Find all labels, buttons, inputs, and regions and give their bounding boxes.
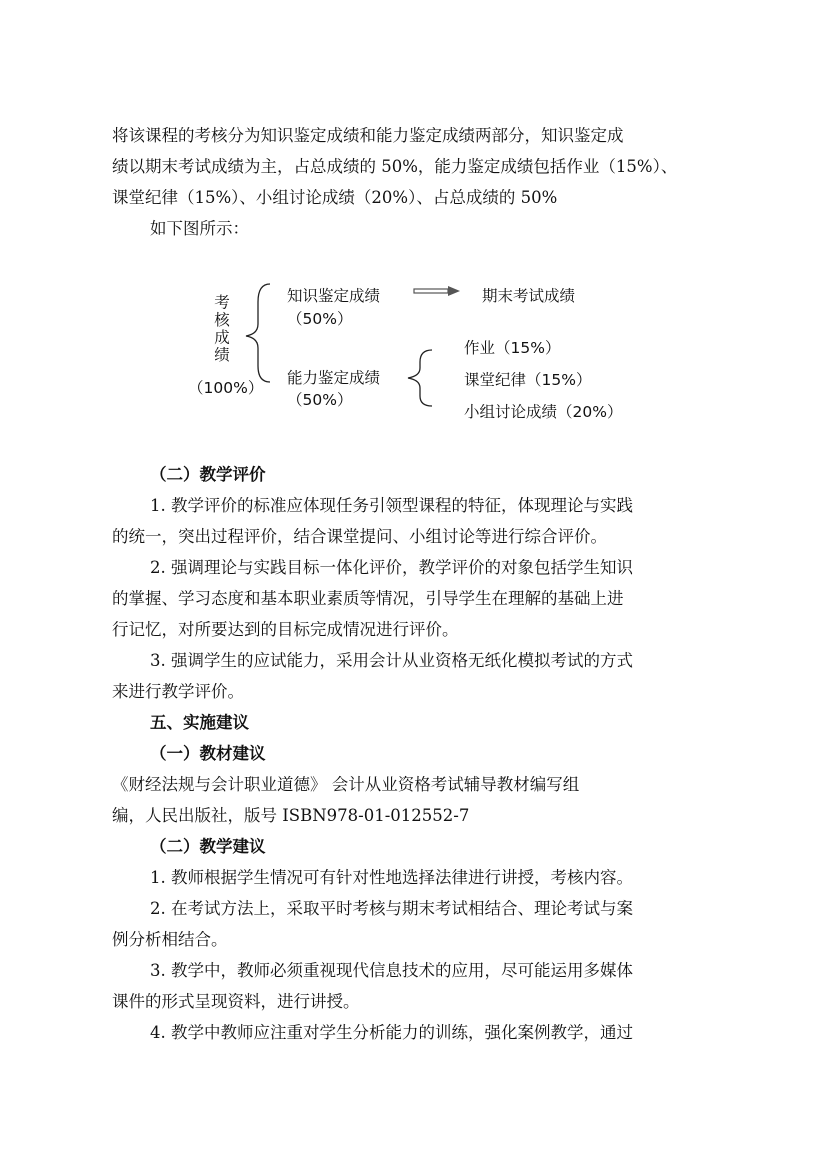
teach-item3-line1: 3. 教学中，教师必须重视现代信息技术的应用，尽可能运用多媒体 xyxy=(150,961,633,980)
sub-brace xyxy=(408,350,432,406)
teach-item3-line2: 课件的形式呈现资料，进行讲授。 xyxy=(112,992,360,1011)
intro-line-1: 将该课程的考核分为知识鉴定成绩和能力鉴定成绩两部分，知识鉴定成 xyxy=(112,126,624,145)
teach-item1-line1: 1. 教师根据学生情况可有针对性地选择法律进行讲授，考核内容。 xyxy=(150,868,633,887)
arrow-icon xyxy=(414,286,460,296)
discipline-label: 课堂纪律（15%） xyxy=(464,371,592,389)
section-five-heading: 五、实施建议 xyxy=(150,713,249,732)
teaching-heading: （二）教学建议 xyxy=(150,837,266,856)
knowledge-label: 知识鉴定成绩 xyxy=(287,287,381,305)
figure-intro: 如下图所示： xyxy=(150,219,249,238)
intro-line-3: 课堂纪律（15%）、小组讨论成绩（20%）、占总成绩的 50% xyxy=(112,188,558,207)
eval-item2-line1: 2. 强调理论与实践目标一体化评价，教学评价的对象包括学生知识 xyxy=(150,558,633,577)
intro-line-2: 绩以期末考试成绩为主，占总成绩的 50%，能力鉴定成绩包括作业（15%）、 xyxy=(112,157,678,176)
eval-heading: （二）教学评价 xyxy=(150,465,266,484)
assessment-diagram xyxy=(150,262,670,442)
main-brace xyxy=(246,284,270,382)
group-label: 小组讨论成绩（20%） xyxy=(464,403,623,421)
ability-pct: （50%） xyxy=(287,391,353,409)
eval-item3-line2: 来进行教学评价。 xyxy=(112,682,244,701)
eval-item1-line1: 1. 教学评价的标准应体现任务引领型课程的特征，体现理论与实践 xyxy=(150,496,633,515)
textbook-line1: 《财经法规与会计职业道德》 会计从业资格考试辅导教材编写组 xyxy=(112,775,580,794)
final-exam-label: 期末考试成绩 xyxy=(482,287,576,305)
root-label: 考核成绩 xyxy=(212,294,230,364)
root-pct: （100%） xyxy=(188,379,264,397)
homework-label: 作业（15%） xyxy=(464,339,561,357)
knowledge-pct: （50%） xyxy=(287,310,353,328)
ability-label: 能力鉴定成绩 xyxy=(287,369,381,387)
teach-item2-line1: 2. 在考试方法上，采取平时考核与期末考试相结合、理论考试与案 xyxy=(150,899,633,918)
teach-item4-line1: 4. 教学中教师应注重对学生分析能力的训练，强化案例教学，通过 xyxy=(150,1023,633,1042)
eval-item2-line3: 行记忆，对所要达到的目标完成情况进行评价。 xyxy=(112,620,459,639)
textbook-line2: 编，人民出版社，版号 ISBN978-01-012552-7 xyxy=(112,806,470,825)
textbook-heading: （一）教材建议 xyxy=(150,744,266,763)
eval-item1-line2: 的统一，突出过程评价，结合课堂提问、小组讨论等进行综合评价。 xyxy=(112,527,607,546)
eval-item3-line1: 3. 强调学生的应试能力，采用会计从业资格无纸化模拟考试的方式 xyxy=(150,651,633,670)
eval-item2-line2: 的掌握、学习态度和基本职业素质等情况，引导学生在理解的基础上进 xyxy=(112,589,624,608)
teach-item2-line2: 例分析相结合。 xyxy=(112,930,228,949)
